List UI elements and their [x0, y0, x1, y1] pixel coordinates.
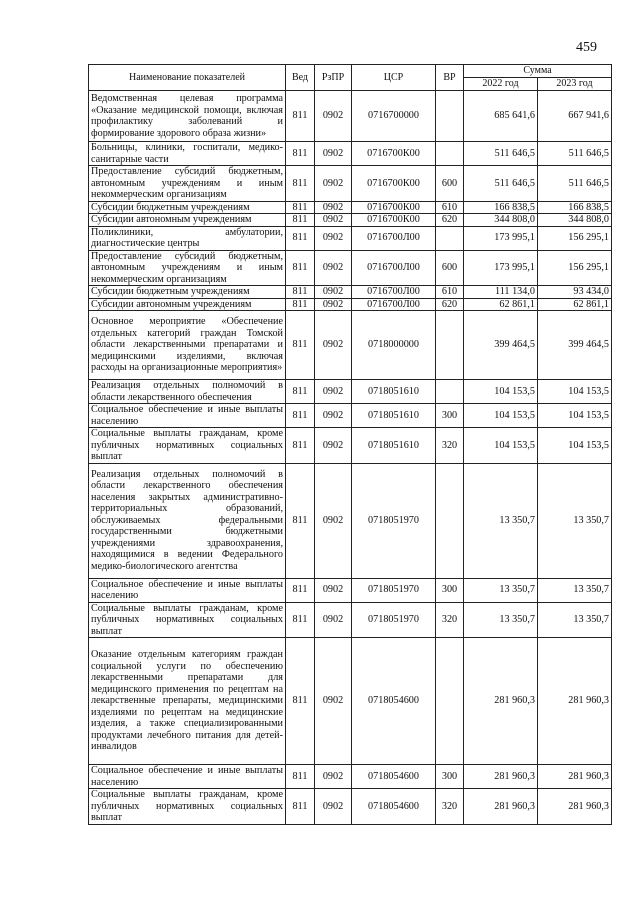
- row-sum-2023: 166 838,5: [538, 201, 612, 214]
- row-rzpr: 0902: [315, 404, 352, 428]
- row-sum-2022: 281 960,3: [464, 789, 538, 825]
- row-rzpr: 0902: [315, 91, 352, 142]
- header-csr: ЦСР: [352, 65, 436, 91]
- row-vr: 320: [436, 602, 464, 638]
- row-name: Субсидии бюджетным учреждениям: [89, 286, 286, 299]
- row-rzpr: 0902: [315, 463, 352, 578]
- row-sum-2023: 104 153,5: [538, 380, 612, 404]
- row-ved: 811: [286, 765, 315, 789]
- row-rzpr: 0902: [315, 578, 352, 602]
- header-name: Наименование показателей: [89, 65, 286, 91]
- table-row: [89, 286, 612, 299]
- table-body: [89, 91, 612, 825]
- row-sum-2023: 511 646,5: [538, 142, 612, 166]
- row-vr: 300: [436, 578, 464, 602]
- table-row: [89, 214, 612, 227]
- row-ved: 811: [286, 286, 315, 299]
- row-rzpr: 0902: [315, 638, 352, 765]
- row-sum-2023: 281 960,3: [538, 789, 612, 825]
- row-vr: 620: [436, 214, 464, 227]
- table-row: [89, 201, 612, 214]
- header-vr: ВР: [436, 65, 464, 91]
- header-year-2023: 2023 год: [538, 78, 612, 91]
- row-rzpr: 0902: [315, 166, 352, 202]
- row-name: Социальное обеспечение и иные выплаты населению: [89, 404, 286, 428]
- row-name: Социальные выплаты гражданам, кроме публичных нормативных социальных выплат: [89, 428, 286, 464]
- row-sum-2023: 667 941,6: [538, 91, 612, 142]
- row-sum-2023: 13 350,7: [538, 463, 612, 578]
- row-sum-2023: 281 960,3: [538, 765, 612, 789]
- row-sum-2022: 685 641,6: [464, 91, 538, 142]
- row-vr: 610: [436, 201, 464, 214]
- row-rzpr: 0902: [315, 201, 352, 214]
- row-name: Предоставление субсидий бюджетным, автономным учреждениям и иным некоммерческим организациям: [89, 166, 286, 202]
- row-vr: [436, 226, 464, 250]
- row-vr: [436, 638, 464, 765]
- row-rzpr: 0902: [315, 428, 352, 464]
- row-csr: 0718051610: [352, 428, 436, 464]
- row-csr: 0716700Л00: [352, 286, 436, 299]
- row-ved: 811: [286, 463, 315, 578]
- row-name: Больницы, клиники, госпитали, медико-санитарные части: [89, 142, 286, 166]
- row-name: Субсидии автономным учреждениям: [89, 298, 286, 311]
- row-name: Социальное обеспечение и иные выплаты населению: [89, 578, 286, 602]
- row-rzpr: 0902: [315, 286, 352, 299]
- header-rzpr: РзПР: [315, 65, 352, 91]
- table-row: [89, 142, 612, 166]
- row-sum-2023: 156 295,1: [538, 226, 612, 250]
- row-name: Субсидии бюджетным учреждениям: [89, 201, 286, 214]
- row-sum-2022: 104 153,5: [464, 404, 538, 428]
- table-row: [89, 463, 612, 578]
- row-csr: 0718054600: [352, 765, 436, 789]
- row-vr: [436, 463, 464, 578]
- table-row: [89, 380, 612, 404]
- row-name: Реализация отдельных полномочий в области лекарственного обеспечения населения закрытых административно-территориальных образований, обслуживаемых федеральными государственными бюджетными учреждениями здравоохранения, находящимися в ведении Федерального медико-биологического агентства: [89, 463, 286, 578]
- row-sum-2022: 281 960,3: [464, 765, 538, 789]
- row-csr: 0716700Л00: [352, 250, 436, 286]
- row-rzpr: 0902: [315, 765, 352, 789]
- table-row: [89, 578, 612, 602]
- row-vr: [436, 380, 464, 404]
- row-ved: 811: [286, 380, 315, 404]
- budget-table: [88, 64, 612, 825]
- row-vr: 600: [436, 166, 464, 202]
- row-name: Оказание отдельным категориям граждан социальной услуги по обеспечению лекарственными препаратами для медицинского применения по рецептам на лекарственные препараты, медицинскими изделиями по рецептам на медицинские изделия, а также специализированными продуктами лечебного питания для детей-инвалидов: [89, 638, 286, 765]
- header-ved: Вед: [286, 65, 315, 91]
- row-name: Социальные выплаты гражданам, кроме публичных нормативных социальных выплат: [89, 789, 286, 825]
- row-ved: 811: [286, 201, 315, 214]
- row-vr: 320: [436, 428, 464, 464]
- row-sum-2023: 62 861,1: [538, 298, 612, 311]
- row-vr: 300: [436, 404, 464, 428]
- row-sum-2022: 173 995,1: [464, 250, 538, 286]
- row-sum-2023: 13 350,7: [538, 602, 612, 638]
- row-sum-2022: 511 646,5: [464, 166, 538, 202]
- row-sum-2022: 173 995,1: [464, 226, 538, 250]
- row-sum-2023: 104 153,5: [538, 404, 612, 428]
- row-sum-2022: 511 646,5: [464, 142, 538, 166]
- table-row: [89, 226, 612, 250]
- row-ved: 811: [286, 428, 315, 464]
- row-sum-2022: 13 350,7: [464, 602, 538, 638]
- row-ved: 811: [286, 91, 315, 142]
- row-ved: 811: [286, 638, 315, 765]
- row-ved: 811: [286, 226, 315, 250]
- row-sum-2022: 166 838,5: [464, 201, 538, 214]
- table-row: [89, 166, 612, 202]
- row-vr: [436, 142, 464, 166]
- table-row: [89, 404, 612, 428]
- row-csr: 0718051970: [352, 602, 436, 638]
- row-csr: 0718000000: [352, 311, 436, 380]
- row-csr: 0718051610: [352, 404, 436, 428]
- row-ved: 811: [286, 298, 315, 311]
- row-rzpr: 0902: [315, 311, 352, 380]
- table-row: [89, 765, 612, 789]
- row-ved: 811: [286, 142, 315, 166]
- row-name: Социальные выплаты гражданам, кроме публичных нормативных социальных выплат: [89, 602, 286, 638]
- row-csr: 0716700Л00: [352, 226, 436, 250]
- row-sum-2022: 13 350,7: [464, 463, 538, 578]
- row-csr: 0718051610: [352, 380, 436, 404]
- row-name: Социальное обеспечение и иные выплаты населению: [89, 765, 286, 789]
- row-rzpr: 0902: [315, 142, 352, 166]
- row-vr: 620: [436, 298, 464, 311]
- row-rzpr: 0902: [315, 298, 352, 311]
- row-vr: [436, 91, 464, 142]
- row-csr: 0716700К00: [352, 201, 436, 214]
- row-ved: 811: [286, 311, 315, 380]
- row-sum-2022: 281 960,3: [464, 638, 538, 765]
- row-vr: 320: [436, 789, 464, 825]
- table-row: [89, 602, 612, 638]
- row-sum-2023: 511 646,5: [538, 166, 612, 202]
- row-vr: 610: [436, 286, 464, 299]
- row-sum-2022: 344 808,0: [464, 214, 538, 227]
- row-sum-2022: 62 861,1: [464, 298, 538, 311]
- row-rzpr: 0902: [315, 226, 352, 250]
- row-csr: 0716700Л00: [352, 298, 436, 311]
- row-csr: 0718054600: [352, 638, 436, 765]
- row-ved: 811: [286, 578, 315, 602]
- page-number: 459: [576, 40, 597, 55]
- table-row: [89, 428, 612, 464]
- row-sum-2022: 104 153,5: [464, 428, 538, 464]
- row-ved: 811: [286, 602, 315, 638]
- row-sum-2022: 104 153,5: [464, 380, 538, 404]
- row-sum-2022: 13 350,7: [464, 578, 538, 602]
- row-csr: 0718051970: [352, 578, 436, 602]
- header-sum: Сумма: [464, 65, 612, 78]
- row-rzpr: 0902: [315, 789, 352, 825]
- row-sum-2022: 111 134,0: [464, 286, 538, 299]
- row-ved: 811: [286, 789, 315, 825]
- row-csr: 0716700К00: [352, 142, 436, 166]
- row-vr: 300: [436, 765, 464, 789]
- row-sum-2023: 281 960,3: [538, 638, 612, 765]
- row-csr: 0718051970: [352, 463, 436, 578]
- table-row: [89, 250, 612, 286]
- row-ved: 811: [286, 250, 315, 286]
- row-csr: 0718054600: [352, 789, 436, 825]
- table-header: [89, 65, 612, 91]
- row-sum-2022: 399 464,5: [464, 311, 538, 380]
- table-row: [89, 638, 612, 765]
- row-name: Ведомственная целевая программа «Оказание медицинской помощи, включая профилактику заболеваний и формирование здорового образа жизни»: [89, 91, 286, 142]
- table-row: [89, 91, 612, 142]
- row-vr: 600: [436, 250, 464, 286]
- row-csr: 0716700К00: [352, 166, 436, 202]
- row-name: Основное мероприятие «Обеспечение отдельных категорий граждан Томской области лекарственными препаратами и медицинскими изделиями, включая расходы на организационные мероприятия»: [89, 311, 286, 380]
- row-name: Реализация отдельных полномочий в области лекарственного обеспечения: [89, 380, 286, 404]
- row-ved: 811: [286, 214, 315, 227]
- row-sum-2023: 93 434,0: [538, 286, 612, 299]
- row-ved: 811: [286, 166, 315, 202]
- row-csr: 0716700000: [352, 91, 436, 142]
- row-rzpr: 0902: [315, 602, 352, 638]
- table-row: [89, 311, 612, 380]
- row-rzpr: 0902: [315, 380, 352, 404]
- row-sum-2023: 399 464,5: [538, 311, 612, 380]
- row-vr: [436, 311, 464, 380]
- row-rzpr: 0902: [315, 250, 352, 286]
- header-year-2022: 2022 год: [464, 78, 538, 91]
- row-sum-2023: 156 295,1: [538, 250, 612, 286]
- table-row: [89, 789, 612, 825]
- row-csr: 0716700К00: [352, 214, 436, 227]
- row-sum-2023: 104 153,5: [538, 428, 612, 464]
- row-name: Субсидии автономным учреждениям: [89, 214, 286, 227]
- row-sum-2023: 344 808,0: [538, 214, 612, 227]
- row-name: Поликлиники, амбулатории, диагностические центры: [89, 226, 286, 250]
- row-rzpr: 0902: [315, 214, 352, 227]
- row-sum-2023: 13 350,7: [538, 578, 612, 602]
- row-ved: 811: [286, 404, 315, 428]
- table-row: [89, 298, 612, 311]
- row-name: Предоставление субсидий бюджетным, автономным учреждениям и иным некоммерческим организациям: [89, 250, 286, 286]
